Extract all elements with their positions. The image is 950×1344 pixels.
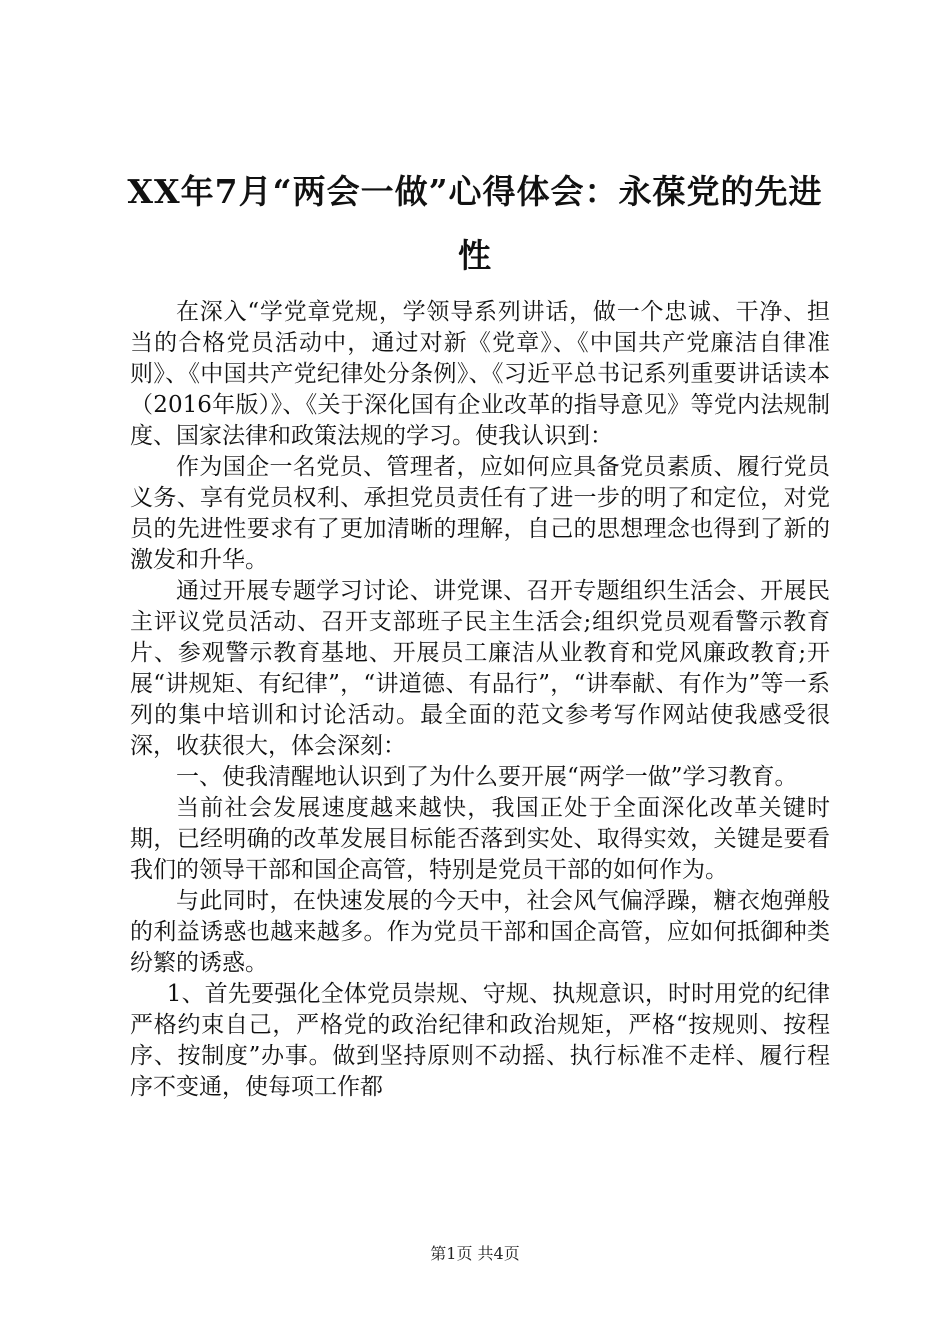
paragraph: 与此同时，在快速发展的今天中，社会风气偏浮躁，糖衣炮弹般的利益诱惑也越来越多。作为党员干部和国企高管，应如何抵御种类纷繁的诱惑。 <box>130 888 830 976</box>
paragraph: 当前社会发展速度越来越快，我国正处于全面深化改革关键时期，已经明确的改革发展目标能否落到实处、取得实效，关键是要看我们的领导干部和国企高管，特别是党员干部的如何作为。 <box>130 795 830 883</box>
paragraph: 1、首先要强化全体党员崇规、守规、执规意识，时时用党的纪律严格约束自己，严格党的政治纪律和政治规矩，严格“按规则、按程序、按制度”办事。做到坚持原则不动摇、执行标准不走样、履行程序不变通，使每项工作都 <box>130 981 830 1100</box>
paragraph: 在深入“学党章党规，学领导系列讲话，做一个忠诚、干净、担当的合格党员活动中，通过对新《党章》、《中国共产党廉洁自律准则》、《中国共产党纪律处分条例》、《习近平总书记系列重要讲话读本（2016年版）》、《关于深化国有企业改革的指导意见》等党内法规制度、国家法律和政策法规的学习。使我认识到： <box>130 299 830 449</box>
document-title: XX年7月“两会一做”心得体会：永葆党的先进性 <box>127 172 823 275</box>
page-footer: 第1页 共4页 <box>430 1244 520 1263</box>
paragraph: 作为国企一名党员、管理者，应如何应具备党员素质、履行党员义务、享有党员权利、承担党员责任有了进一步的明了和定位，对党员的先进性要求有了更加清晰的理解，自己的思想理念也得到了新的激发和升华。 <box>130 454 830 573</box>
paragraph: 一、使我清醒地认识到了为什么要开展“两学一做”学习教育。 <box>176 764 798 790</box>
paragraph: 通过开展专题学习讨论、讲党课、召开专题组织生活会、开展民主评议党员活动、召开支部班子民主生活会;组织党员观看警示教育片、参观警示教育基地、开展员工廉洁从业教育和党风廉政教育;开展“讲规矩、有纪律”，“讲道德、有品行”，“讲奉献、有作为”等一系列的集中培训和讨论活动。最全面的范文参考写作网站使我感受很深，收获很大，体会深刻： <box>130 578 830 759</box>
document-body <box>130 297 830 1103</box>
